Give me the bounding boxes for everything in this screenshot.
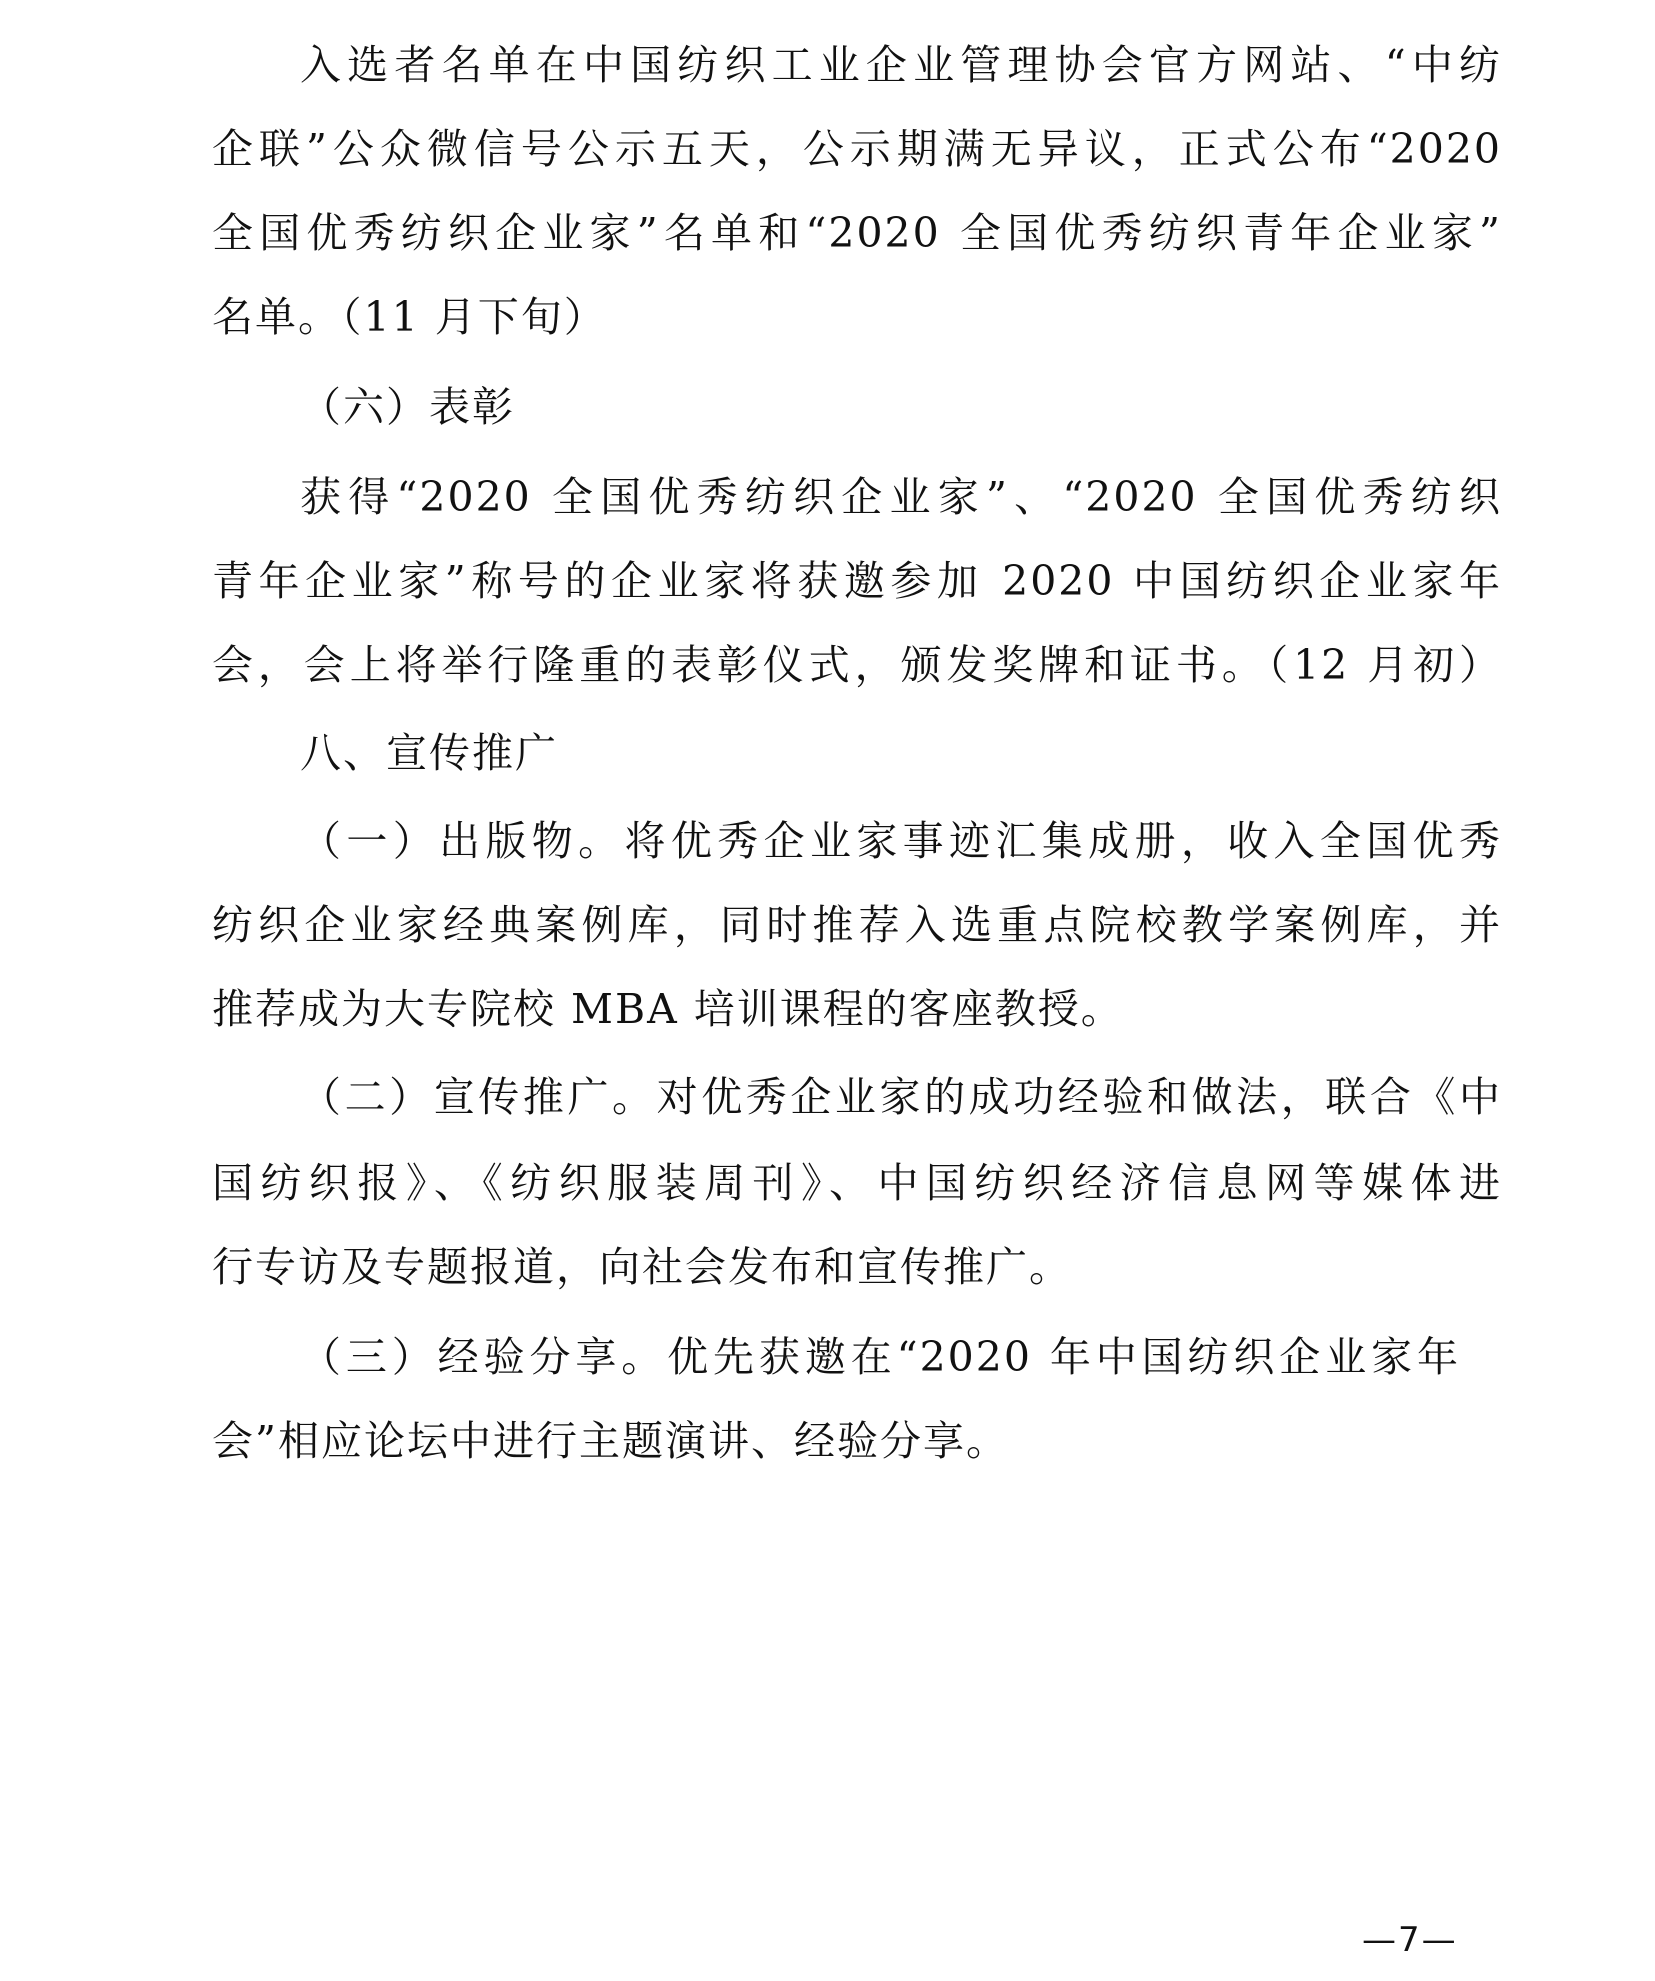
text-line: 行专访及专题报道，向社会发布和宣传推广。 (212, 1243, 1072, 1291)
text-line: 会，会上将举行隆重的表彰仪式，颁发奖牌和证书。（12 月初） (212, 641, 1502, 689)
text-line: 国纺织报》、《纺织服装周刊》、中国纺织经济信息网等媒体进 (212, 1159, 1502, 1207)
text-line: 推荐成为大专院校 MBA 培训课程的客座教授。 (212, 985, 1124, 1033)
text-line: （一）出版物。将优秀企业家事迹汇集成册，收入全国优秀 (300, 817, 1502, 865)
section-heading: （六）表彰 (300, 383, 515, 431)
text-line: 纺织企业家经典案例库，同时推荐入选重点院校教学案例库，并 (212, 901, 1502, 949)
text-line: 入选者名单在中国纺织工业企业管理协会官方网站、“中纺 (300, 41, 1502, 89)
text-line: 全国优秀纺织企业家”名单和“2020 全国优秀纺织青年企业家” (212, 209, 1502, 257)
text-line: 名单。（11 月下旬） (212, 293, 607, 341)
text-line: 会”相应论坛中进行主题演讲、经验分享。 (212, 1417, 1009, 1465)
text-line: 青年企业家”称号的企业家将获邀参加 2020 中国纺织企业家年 (212, 557, 1502, 605)
text-line: （三）经验分享。优先获邀在“2020 年中国纺织企业家年 (300, 1333, 1460, 1381)
text-line: （二）宣传推广。对优秀企业家的成功经验和做法，联合《中 (300, 1073, 1502, 1121)
page-number: —7— (1362, 1920, 1458, 1960)
section-heading: 八、宣传推广 (300, 729, 558, 777)
text-line: 企联”公众微信号公示五天，公示期满无异议，正式公布“2020 (212, 125, 1502, 173)
text-line: 获得“2020 全国优秀纺织企业家”、“2020 全国优秀纺织 (300, 473, 1502, 521)
